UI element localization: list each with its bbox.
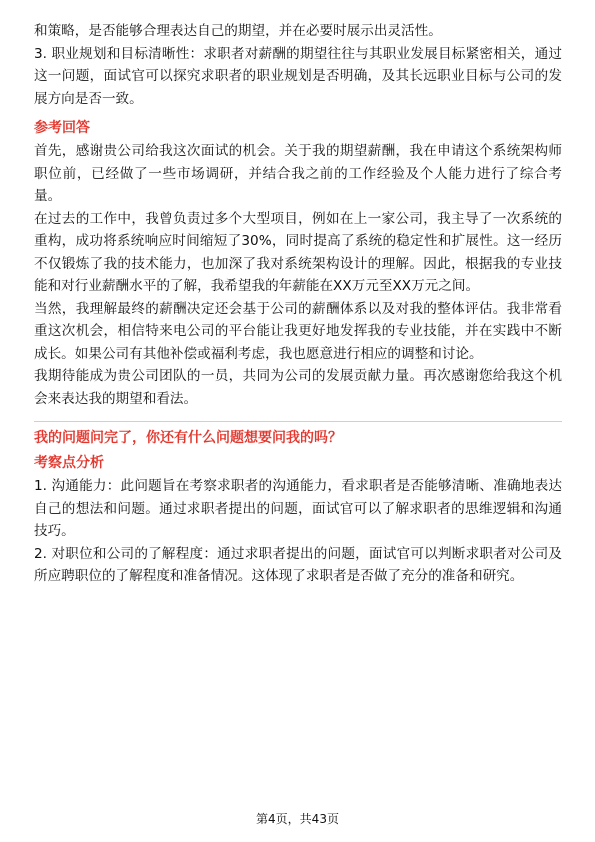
page-content [34,0,562,588]
analysis-heading: 考察点分析 [34,455,104,471]
section-divider [34,421,562,422]
answer-paragraph: 当然，我理解最终的薪酬决定还会基于公司的薪酬体系以及对我的整体评估。我非常看重这次机会，相信特来电公司的平台能让我更好地发挥我的专业技能，并在实践中不断成长。如果公司有其他补偿或福利考虑，我也愿意进行相应的调整和讨论。 [34,300,562,362]
analysis-item: 2. 对职位和公司的了解程度：通过求职者提出的问题，面试官可以判断求职者对公司及所应聘职位的了解程度和准备情况。这体现了求职者是否做了充分的准备和研究。 [34,545,562,584]
body-text-line: 和策略，是否能够合理表达自己的期望，并在必要时展示出灵活性。 [34,23,442,39]
reference-answer-heading: 参考回答 [34,120,90,136]
page-number: 第4页，共43页 [256,812,339,826]
analysis-item: 1. 沟通能力：此问题旨在考察求职者的沟通能力，看求职者是否能够清晰、准确地表达自己的想法和问题。通过求职者提出的问题，面试官可以了解求职者的思维逻辑和沟通技巧。 [34,478,562,539]
question-heading: 我的问题问完了，你还有什么问题想要问我的吗？ [34,430,342,446]
answer-paragraph: 在过去的工作中，我曾负责过多个大型项目，例如在上一家公司，我主导了一次系统的重构，成功将系统响应时间缩短了30%，同时提高了系统的稳定性和扩展性。这一经历不仅锻炼了我的技术能力，也加深了我对系统架构设计的理解。因此，根据我的专业技能和对行业薪酬水平的了解，我希望我的年薪能在XX万元至XX万元之间。 [34,210,562,294]
list-item-career-planning: 3. 职业规划和目标清晰性：求职者对薪酬的期望往往与其职业发展目标紧密相关，通过这一问题，面试官可以探究求职者的职业规划是否明确，及其长远职业目标与公司的发展方向是否一致。 [34,45,562,107]
answer-paragraph: 我期待能成为贵公司团队的一员，共同为公司的发展贡献力量。再次感谢您给我这个机会来表达我的期望和看法。 [34,368,562,407]
answer-paragraph: 首先，感谢贵公司给我这次面试的机会。关于我的期望薪酬，我在申请这个系统架构师职位前，已经做了一些市场调研，并结合我之前的工作经验及个人能力进行了综合考量。 [34,143,562,204]
